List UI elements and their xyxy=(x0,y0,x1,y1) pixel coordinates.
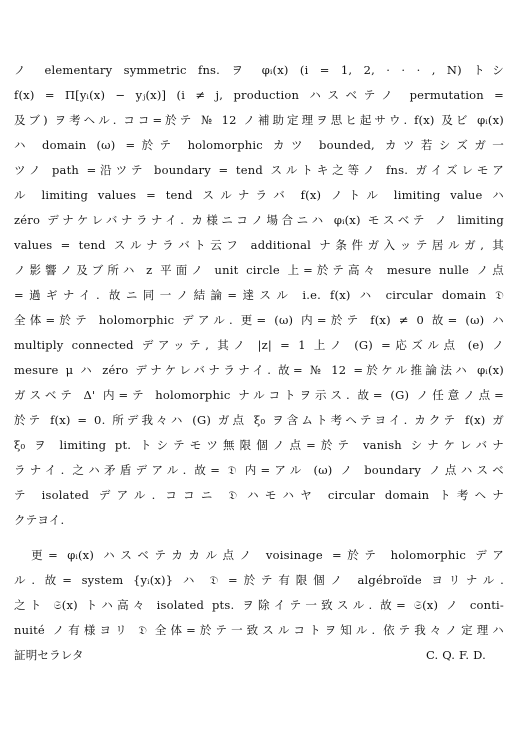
text-line-13: mesure μ ハ zéro デナケレバナラナイ. 故= № 12 =於ケル推論法ハ φᵢ(x) xyxy=(14,363,504,377)
text-line-18: テ isolated デアル. ココニ 𝔇 ハモハヤ circular domain ト考ヘナ xyxy=(14,488,504,502)
text-line-2: f(x) = Π[yᵢ(x) − yⱼ(x)] (i ≠ j, production ハスベテノ permutation = xyxy=(14,88,504,102)
qed-mark: C. Q. F. D. xyxy=(425,648,486,662)
text-line-11: 全体=於テ holomorphic デアル. 更= (ω) 内=於テ f(x) ≠ 0 故= (ω) ハ xyxy=(14,313,504,327)
text-line-9: ノ影響ノ及ブ所ハ z 平面ノ unit circle 上=於テ高々 mesure nulle ノ点 xyxy=(14,263,504,277)
text-line-17: ラナイ. 之ハ矛盾デアル. 故= 𝔇 内=アル (ω) ノ boundary ノ点ハスベ xyxy=(14,463,504,477)
text-line-12: multiply connected デアッテ, 其ノ |z| = 1 上ノ (G) =応ズル点 (e) ノ xyxy=(14,338,504,352)
text-line-15: 於テ f(x) = 0. 所デ我々ハ (G) ガ点 ξ₀ ヲ含ムト考ヘテヨイ. カクテ f(x) ガ xyxy=(14,413,504,427)
text-line-23: nuité ノ有様ヨリ 𝔇 全体=於テ一致スルコトヲ知ル. 依テ我々ノ定理ハ xyxy=(14,623,504,637)
text-line-24: 証明セラレタ xyxy=(14,648,84,662)
text-line-6: ル limiting values = tend スルナラバ f(x) ノトル limiting value ハ xyxy=(14,188,504,202)
text-line-20: 更= φᵢ(x) ハスベテカカル点ノ voisinage =於テ holomorphic デア xyxy=(14,548,504,562)
text-line-16: ξ₀ ヲ limiting pt. トシテモツ無限個ノ点=於テ vanish シナケレバナ xyxy=(14,438,504,452)
text-line-14: ガスベテ Δ' 内=テ holomorphic ナルコトヲ示ス. 故= (G) ノ任意ノ点= xyxy=(14,388,504,402)
text-line-3: 及ブ) ヲ考ヘル. ココ=於テ № 12 ノ補助定理ヲ思ヒ起サウ. f(x) 及ビ φᵢ(x) xyxy=(14,113,504,127)
text-line-7: zéro デナケレバナラナイ. カ様ニコノ場合ニハ φᵢ(x) モスベテ ノ limiting xyxy=(14,213,504,227)
text-line-4: ハ domain (ω) =於テ holomorphic カツ bounded, カツ若シズガ一 xyxy=(14,138,504,152)
text-line-10: =過ギナイ. 故ニ同一ノ結論=達スル i.e. f(x) ハ circular domain 𝔇 xyxy=(14,288,504,302)
text-line-8: values = tend スルナラバト云フ additional ナ条件ガ入ッテ居ルガ, 其 xyxy=(14,238,504,252)
text-line-22: 之ト 𝔖(x) トハ高々 isolated pts. ヲ除イテ一致スル. 故= 𝔖(x) ノ conti- xyxy=(14,598,504,612)
text-line-5: ツノ path =沿ツテ boundary = tend スルトキ之等ノ fns. ガイズレモア xyxy=(14,163,504,177)
text-line-19: クテヨイ. xyxy=(14,513,65,527)
closing-line xyxy=(14,645,504,665)
text-line-21: ル. 故= system {yᵢ(x)} ハ 𝔇 =於テ有限個ノ algébroïde ヨリナル. xyxy=(14,573,504,587)
text-line-1: ノ elementary symmetric fns. ヲ φᵢ(x) (i = 1, 2, · · · , N) トシ xyxy=(14,63,504,77)
